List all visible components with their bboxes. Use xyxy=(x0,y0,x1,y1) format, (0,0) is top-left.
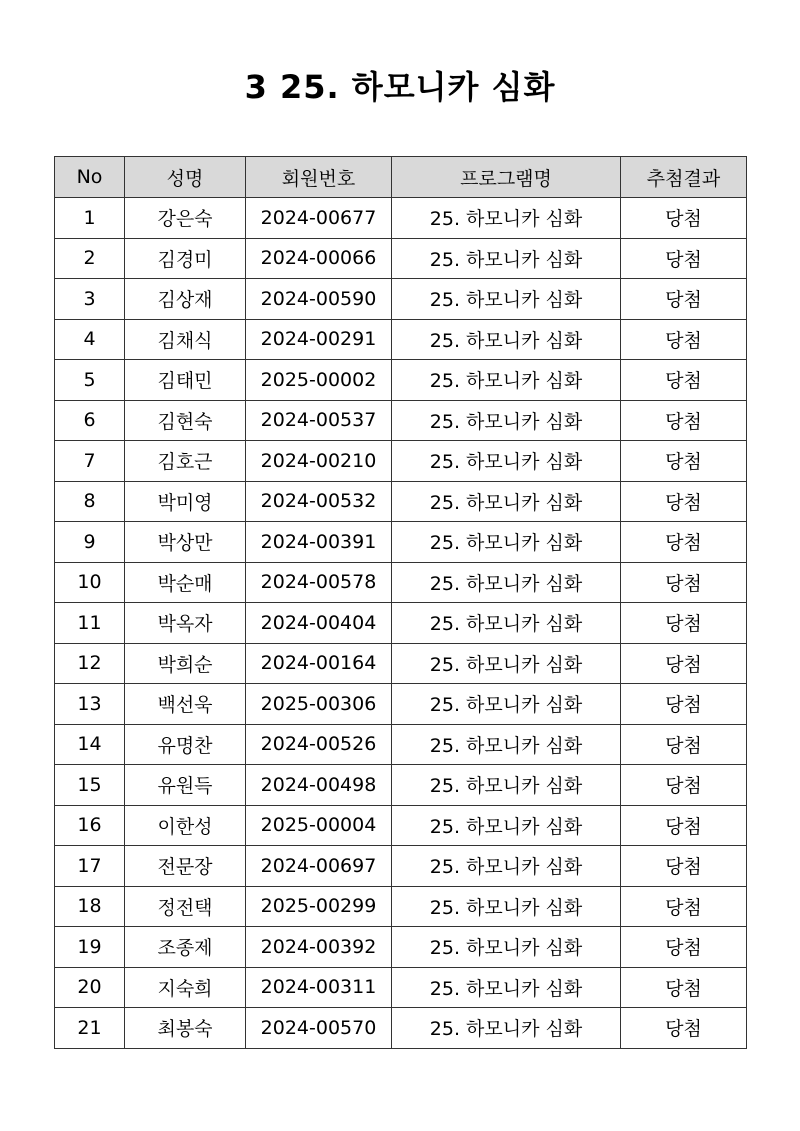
cell-member-id: 2025-00299 xyxy=(246,886,392,927)
cell-no: 4 xyxy=(55,319,125,360)
cell-result: 당첨 xyxy=(621,238,747,279)
cell-member-id: 2024-00391 xyxy=(246,522,392,563)
cell-member-id: 2024-00210 xyxy=(246,441,392,482)
cell-name: 김현숙 xyxy=(125,400,246,441)
cell-member-id: 2024-00164 xyxy=(246,643,392,684)
cell-name: 유명찬 xyxy=(125,724,246,765)
cell-member-id: 2025-00002 xyxy=(246,360,392,401)
cell-member-id: 2024-00532 xyxy=(246,481,392,522)
cell-name: 박미영 xyxy=(125,481,246,522)
table-row xyxy=(55,1008,747,1049)
table-row xyxy=(55,886,747,927)
table-row xyxy=(55,441,747,482)
cell-no: 13 xyxy=(55,684,125,725)
cell-program: 25. 하모니카 심화 xyxy=(392,562,621,603)
header-member-id: 회원번호 xyxy=(246,157,392,198)
cell-member-id: 2024-00311 xyxy=(246,967,392,1008)
cell-result: 당첨 xyxy=(621,846,747,887)
table-row xyxy=(55,238,747,279)
header-no: No xyxy=(55,157,125,198)
cell-program: 25. 하모니카 심화 xyxy=(392,198,621,239)
cell-program: 25. 하모니카 심화 xyxy=(392,1008,621,1049)
cell-program: 25. 하모니카 심화 xyxy=(392,886,621,927)
cell-name: 조종제 xyxy=(125,927,246,968)
cell-result: 당첨 xyxy=(621,805,747,846)
cell-member-id: 2024-00578 xyxy=(246,562,392,603)
cell-result: 당첨 xyxy=(621,603,747,644)
table-row xyxy=(55,805,747,846)
lottery-result-table xyxy=(54,156,747,1049)
header-name: 성명 xyxy=(125,157,246,198)
cell-member-id: 2025-00004 xyxy=(246,805,392,846)
cell-no: 15 xyxy=(55,765,125,806)
cell-program: 25. 하모니카 심화 xyxy=(392,319,621,360)
cell-result: 당첨 xyxy=(621,967,747,1008)
cell-no: 12 xyxy=(55,643,125,684)
cell-result: 당첨 xyxy=(621,319,747,360)
cell-name: 김경미 xyxy=(125,238,246,279)
cell-no: 9 xyxy=(55,522,125,563)
cell-member-id: 2024-00066 xyxy=(246,238,392,279)
cell-name: 지숙희 xyxy=(125,967,246,1008)
cell-result: 당첨 xyxy=(621,724,747,765)
table-row xyxy=(55,684,747,725)
table-row xyxy=(55,603,747,644)
table-row xyxy=(55,562,747,603)
cell-program: 25. 하모니카 심화 xyxy=(392,522,621,563)
cell-member-id: 2024-00590 xyxy=(246,279,392,320)
cell-member-id: 2024-00537 xyxy=(246,400,392,441)
cell-program: 25. 하모니카 심화 xyxy=(392,684,621,725)
cell-result: 당첨 xyxy=(621,765,747,806)
table-row xyxy=(55,967,747,1008)
cell-name: 최봉숙 xyxy=(125,1008,246,1049)
cell-name: 이한성 xyxy=(125,805,246,846)
table-row xyxy=(55,360,747,401)
table-row xyxy=(55,724,747,765)
cell-program: 25. 하모니카 심화 xyxy=(392,967,621,1008)
cell-program: 25. 하모니카 심화 xyxy=(392,279,621,320)
cell-member-id: 2024-00526 xyxy=(246,724,392,765)
cell-name: 강은숙 xyxy=(125,198,246,239)
cell-member-id: 2024-00498 xyxy=(246,765,392,806)
table-row xyxy=(55,481,747,522)
cell-name: 박순매 xyxy=(125,562,246,603)
cell-no: 16 xyxy=(55,805,125,846)
cell-no: 17 xyxy=(55,846,125,887)
cell-program: 25. 하모니카 심화 xyxy=(392,846,621,887)
cell-no: 11 xyxy=(55,603,125,644)
table-row xyxy=(55,522,747,563)
cell-name: 전문장 xyxy=(125,846,246,887)
cell-result: 당첨 xyxy=(621,279,747,320)
cell-program: 25. 하모니카 심화 xyxy=(392,765,621,806)
cell-result: 당첨 xyxy=(621,360,747,401)
cell-no: 6 xyxy=(55,400,125,441)
cell-name: 유원득 xyxy=(125,765,246,806)
table-body xyxy=(55,198,747,1049)
header-result: 추첨결과 xyxy=(621,157,747,198)
table-row xyxy=(55,319,747,360)
cell-member-id: 2025-00306 xyxy=(246,684,392,725)
cell-program: 25. 하모니카 심화 xyxy=(392,360,621,401)
cell-program: 25. 하모니카 심화 xyxy=(392,724,621,765)
cell-no: 19 xyxy=(55,927,125,968)
cell-result: 당첨 xyxy=(621,441,747,482)
cell-no: 18 xyxy=(55,886,125,927)
cell-result: 당첨 xyxy=(621,643,747,684)
cell-result: 당첨 xyxy=(621,198,747,239)
cell-member-id: 2024-00392 xyxy=(246,927,392,968)
cell-result: 당첨 xyxy=(621,400,747,441)
cell-result: 당첨 xyxy=(621,562,747,603)
cell-no: 21 xyxy=(55,1008,125,1049)
cell-result: 당첨 xyxy=(621,1008,747,1049)
cell-name: 김태민 xyxy=(125,360,246,401)
cell-result: 당첨 xyxy=(621,481,747,522)
cell-no: 20 xyxy=(55,967,125,1008)
cell-member-id: 2024-00677 xyxy=(246,198,392,239)
table-row xyxy=(55,765,747,806)
cell-name: 김상재 xyxy=(125,279,246,320)
header-program: 프로그램명 xyxy=(392,157,621,198)
cell-program: 25. 하모니카 심화 xyxy=(392,603,621,644)
cell-program: 25. 하모니카 심화 xyxy=(392,441,621,482)
cell-result: 당첨 xyxy=(621,522,747,563)
cell-member-id: 2024-00404 xyxy=(246,603,392,644)
cell-program: 25. 하모니카 심화 xyxy=(392,805,621,846)
cell-no: 10 xyxy=(55,562,125,603)
cell-no: 5 xyxy=(55,360,125,401)
cell-name: 박옥자 xyxy=(125,603,246,644)
cell-no: 1 xyxy=(55,198,125,239)
cell-no: 3 xyxy=(55,279,125,320)
cell-name: 박상만 xyxy=(125,522,246,563)
table-row xyxy=(55,643,747,684)
cell-no: 8 xyxy=(55,481,125,522)
cell-result: 당첨 xyxy=(621,886,747,927)
cell-name: 김호근 xyxy=(125,441,246,482)
table-row xyxy=(55,198,747,239)
cell-program: 25. 하모니카 심화 xyxy=(392,400,621,441)
cell-member-id: 2024-00697 xyxy=(246,846,392,887)
table-row xyxy=(55,927,747,968)
table-row xyxy=(55,846,747,887)
cell-name: 백선욱 xyxy=(125,684,246,725)
table-header-row xyxy=(55,157,747,198)
cell-program: 25. 하모니카 심화 xyxy=(392,238,621,279)
cell-program: 25. 하모니카 심화 xyxy=(392,927,621,968)
cell-name: 김채식 xyxy=(125,319,246,360)
cell-member-id: 2024-00291 xyxy=(246,319,392,360)
cell-no: 7 xyxy=(55,441,125,482)
cell-member-id: 2024-00570 xyxy=(246,1008,392,1049)
cell-name: 정전택 xyxy=(125,886,246,927)
cell-program: 25. 하모니카 심화 xyxy=(392,481,621,522)
cell-no: 2 xyxy=(55,238,125,279)
table-row xyxy=(55,400,747,441)
cell-result: 당첨 xyxy=(621,927,747,968)
table-row xyxy=(55,279,747,320)
page-title: 3 25. 하모니카 심화 xyxy=(244,68,556,106)
cell-program: 25. 하모니카 심화 xyxy=(392,643,621,684)
cell-result: 당첨 xyxy=(621,684,747,725)
cell-name: 박희순 xyxy=(125,643,246,684)
cell-no: 14 xyxy=(55,724,125,765)
